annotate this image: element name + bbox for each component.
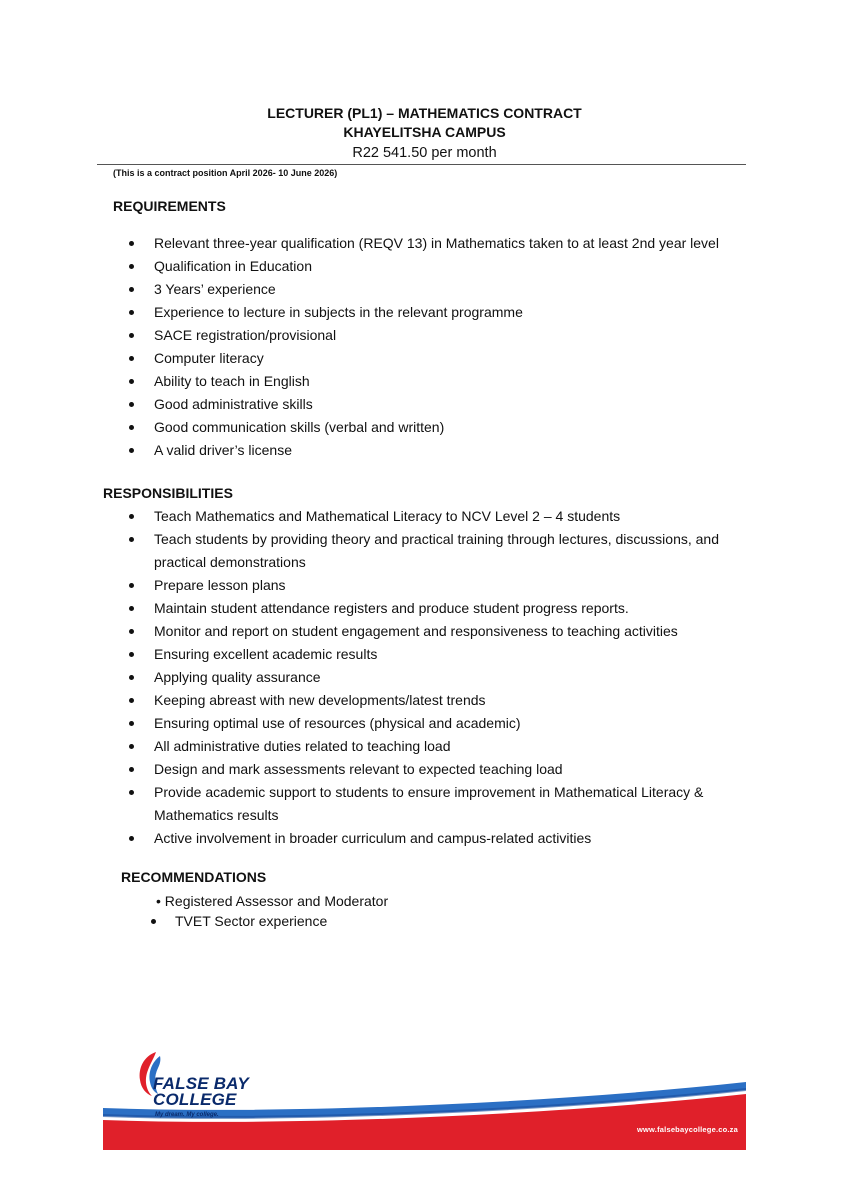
- bullet-icon: [129, 537, 134, 542]
- list-item: [129, 255, 769, 278]
- list-item: [129, 393, 769, 416]
- list-item: [129, 597, 769, 620]
- list-item: [129, 505, 769, 528]
- list-item: [129, 643, 769, 666]
- website-url: www.falsebaycollege.co.za: [636, 1125, 738, 1134]
- list-item: [129, 574, 769, 597]
- list-item-text: Applying quality assurance: [154, 669, 321, 685]
- bullet-icon: [129, 583, 134, 588]
- bullet-icon: [129, 606, 134, 611]
- contract-note: (This is a contract position April 2026- 10 June 2026): [113, 168, 338, 178]
- list-item-text: Monitor and report on student engagement and responsiveness to teaching activities: [154, 623, 678, 639]
- list-item: [129, 370, 769, 393]
- campus-name: KHAYELITSHA CAMPUS: [343, 124, 506, 140]
- list-item-text: Ability to teach in English: [154, 373, 310, 389]
- bullet-icon: [151, 919, 156, 924]
- bullet-icon: [129, 425, 134, 430]
- logo-line: COLLEGE: [153, 1090, 237, 1109]
- college-tagline: My dream. My college.: [155, 1112, 219, 1118]
- list-item-text: Prepare lesson plans: [154, 577, 286, 593]
- list-item: [129, 301, 769, 324]
- list-item-text: Active involvement in broader curriculum and campus-related activities: [154, 830, 592, 846]
- list-item-text: Good administrative skills: [154, 396, 313, 412]
- salary: R22 541.50 per month: [352, 145, 497, 161]
- bullet-icon: •: [156, 893, 165, 909]
- list-item: [129, 712, 769, 735]
- bullet-icon: [129, 721, 134, 726]
- list-item-text: Maintain student attendance registers and produce student progress reports.: [154, 600, 629, 616]
- requirements-list: [129, 232, 769, 462]
- bullet-icon: [129, 264, 134, 269]
- college-logo-text: [153, 1076, 249, 1108]
- recommendation-item: TVET Sector experience: [175, 913, 328, 929]
- bullet-icon: [129, 767, 134, 772]
- list-item: [129, 827, 769, 850]
- list-item: [129, 781, 769, 827]
- list-item-text: Computer literacy: [154, 350, 264, 366]
- list-item: [129, 666, 769, 689]
- list-item: [129, 347, 769, 370]
- bullet-icon: [129, 310, 134, 315]
- list-item: [129, 439, 769, 462]
- bullet-icon: [129, 698, 134, 703]
- responsibilities-list: [129, 505, 769, 850]
- bullet-icon: [129, 836, 134, 841]
- list-item: [129, 689, 769, 712]
- list-item-text: Ensuring optimal use of resources (physical and academic): [154, 715, 521, 731]
- list-item-text: A valid driver’s license: [154, 442, 292, 458]
- list-item-text: Provide academic support to students to ensure improvement in Mathematical Literacy & Mathematics results: [154, 784, 704, 823]
- list-item-text: Good communication skills (verbal and written): [154, 419, 445, 435]
- list-item-text: Teach Mathematics and Mathematical Literacy to NCV Level 2 – 4 students: [154, 508, 621, 524]
- list-item-text: All administrative duties related to teaching load: [154, 738, 451, 754]
- list-item-text: Design and mark assessments relevant to expected teaching load: [154, 761, 563, 777]
- recommendation-item: [156, 891, 388, 911]
- list-item-text: SACE registration/provisional: [154, 327, 337, 343]
- recommendations-heading: RECOMMENDATIONS: [121, 869, 267, 885]
- list-item-text: Ensuring excellent academic results: [154, 646, 378, 662]
- title-block: [0, 104, 849, 163]
- bullet-icon: [129, 333, 134, 338]
- bullet-icon: [129, 629, 134, 634]
- bullet-icon: [129, 379, 134, 384]
- bullet-icon: [129, 790, 134, 795]
- list-item: [129, 232, 769, 255]
- list-item: [129, 416, 769, 439]
- bullet-icon: [129, 402, 134, 407]
- requirements-heading: REQUIREMENTS: [113, 198, 226, 214]
- bullet-icon: [129, 675, 134, 680]
- footer: [103, 1050, 746, 1150]
- list-item-text: Keeping abreast with new developments/latest trends: [154, 692, 486, 708]
- bullet-icon: [129, 514, 134, 519]
- list-item: [129, 528, 769, 574]
- list-item: [129, 278, 769, 301]
- job-title: LECTURER (PL1) – MATHEMATICS CONTRACT: [267, 105, 582, 121]
- bullet-icon: [129, 652, 134, 657]
- bullet-icon: [129, 744, 134, 749]
- list-item-text: Qualification in Education: [154, 258, 312, 274]
- header-divider: [97, 164, 746, 165]
- bullet-icon: [129, 241, 134, 246]
- list-item-text: Relevant three-year qualification (REQV 13) in Mathematics taken to at least 2nd year level: [154, 235, 719, 251]
- list-item: [129, 620, 769, 643]
- bullet-icon: [129, 356, 134, 361]
- list-item: [129, 324, 769, 347]
- list-item: [129, 735, 769, 758]
- bullet-icon: [129, 287, 134, 292]
- bullet-icon: [129, 448, 134, 453]
- list-item-text: Experience to lecture in subjects in the relevant programme: [154, 304, 523, 320]
- logo-line: FALSE BAY: [153, 1074, 249, 1093]
- responsibilities-heading: RESPONSIBILITIES: [103, 485, 233, 501]
- list-item: [129, 758, 769, 781]
- list-item-text: Teach students by providing theory and practical training through lectures, discussions, and practical demonstrations: [154, 531, 719, 570]
- recommendation-text: Registered Assessor and Moderator: [164, 893, 389, 909]
- list-item-text: 3 Years’ experience: [154, 281, 276, 297]
